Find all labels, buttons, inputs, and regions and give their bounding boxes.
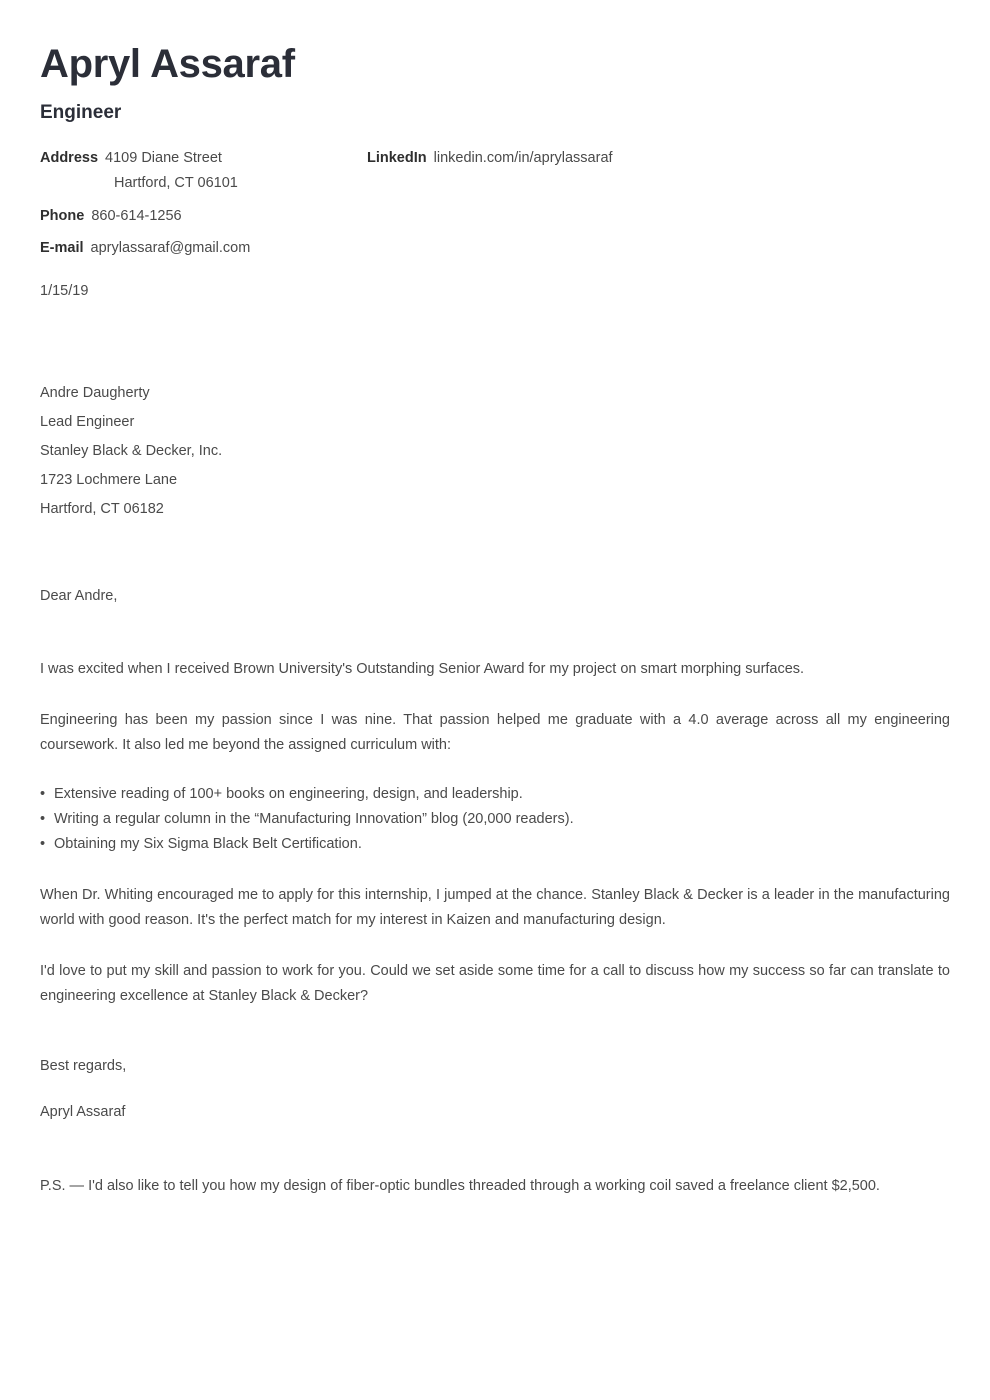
contact-row-email	[40, 241, 370, 256]
contact-row-address	[40, 151, 370, 191]
contact-row-linkedin	[367, 151, 887, 166]
recipient-job-title: Lead Engineer	[40, 413, 135, 430]
achievements-list	[40, 782, 950, 857]
letter-body	[40, 588, 950, 1198]
recipient-street: 1723 Lochmere Lane	[40, 472, 178, 489]
list-item: • Writing a regular column in the “Manufacturing Innovation” blog (20,000 readers).	[40, 807, 950, 832]
list-item: • Obtaining my Six Sigma Black Belt Certification.	[40, 832, 950, 857]
contact-column-right	[367, 151, 887, 166]
contact-value-email[interactable]: aprylassaraf@gmail.com	[90, 240, 251, 257]
body-paragraph-4: I'd love to put my skill and passion to work for you. Could we set aside some time for a call to discuss how my success so far can translate to engineering excellence at Stanley Black & Decker?	[40, 962, 950, 1004]
contact-value-address-line2: Hartford, CT 06101	[114, 175, 238, 192]
contact-column-left	[40, 151, 370, 256]
contact-row-phone	[40, 209, 370, 224]
body-paragraph-3: When Dr. Whiting encouraged me to apply for this internship, I jumped at the chance. Stanley Black & Decker is a leader in the manufacturing world with good reason. It's the perfect match for my interest in Kaizen and manufacturing design.	[40, 887, 950, 928]
body-paragraph-2: Engineering has been my passion since I was nine. That passion helped me graduate with a 4.0 average across all my engineering coursework. It also led me beyond the assigned curriculum with:	[40, 712, 950, 754]
contact-details	[40, 151, 950, 256]
list-item: • Extensive reading of 100+ books on engineering, design, and leadership.	[40, 782, 950, 807]
contact-value-address: 4109 Diane Street	[105, 149, 222, 166]
signature-name: Apryl Assaraf	[40, 1103, 126, 1120]
contact-value-phone: 860-614-1256	[91, 207, 182, 224]
letter-date: 1/15/19	[40, 282, 89, 299]
recipient-address-block	[40, 384, 950, 519]
page-title: Apryl Assaraf	[40, 42, 295, 86]
job-title: Engineer	[40, 102, 122, 123]
contact-label-phone: Phone	[40, 207, 85, 224]
contact-label-linkedin: LinkedIn	[367, 149, 427, 166]
recipient-name: Andre Daugherty	[40, 384, 150, 401]
body-paragraph-1: I was excited when I received Brown University's Outstanding Senior Award for my project on smart morphing surfaces.	[40, 661, 805, 678]
closing-line: Best regards,	[40, 1057, 127, 1074]
contact-label-address: Address	[40, 149, 99, 166]
salutation: Dear Andre,	[40, 588, 118, 605]
recipient-company: Stanley Black & Decker, Inc.	[40, 443, 223, 460]
contact-value-linkedin[interactable]: linkedin.com/in/aprylassaraf	[433, 149, 613, 166]
postscript: P.S. — I'd also like to tell you how my design of fiber-optic bundles threaded through a working coil saved a freelance client $2,500.	[40, 1177, 880, 1194]
recipient-city-state-zip: Hartford, CT 06182	[40, 501, 164, 518]
contact-label-email: E-mail	[40, 240, 84, 257]
